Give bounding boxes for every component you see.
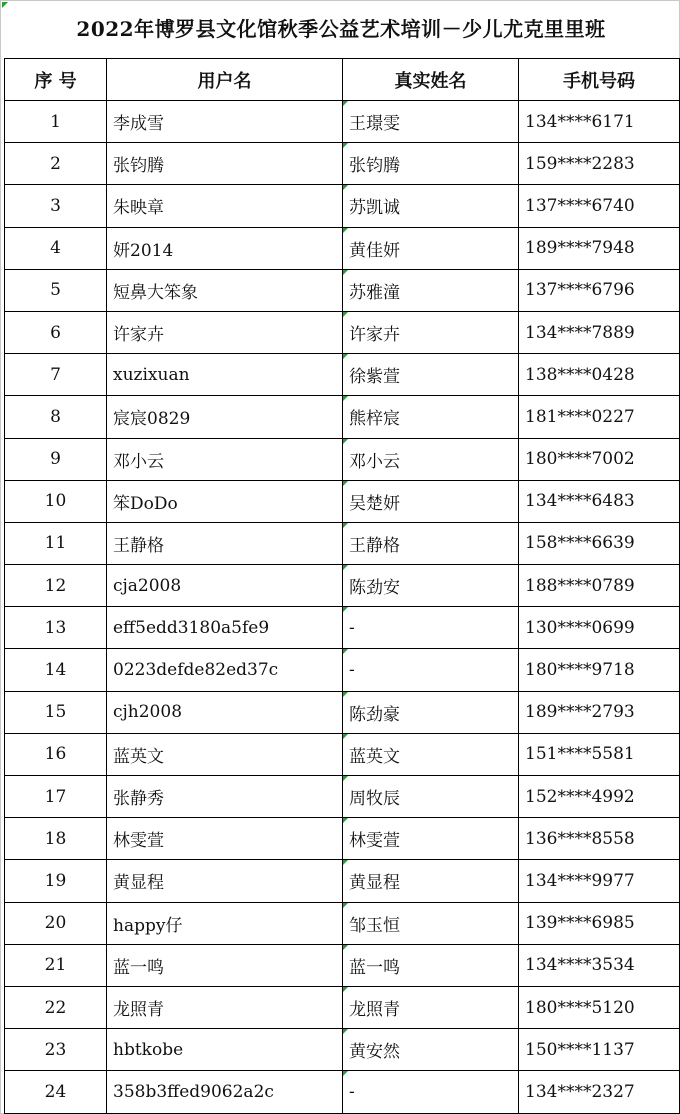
- cell-phone[interactable]: 138****0428: [519, 354, 680, 396]
- column-header-real-name: 真实姓名: [343, 59, 519, 101]
- cell-username[interactable]: 蓝英文: [107, 733, 343, 775]
- header-row: [5, 59, 680, 101]
- cell-phone[interactable]: 137****6740: [519, 185, 680, 227]
- cell-phone[interactable]: 134****7889: [519, 311, 680, 353]
- cell-real-name[interactable]: 黄显程: [343, 860, 519, 902]
- cell-username[interactable]: 朱映章: [107, 185, 343, 227]
- cell-seq[interactable]: 23: [5, 1029, 107, 1071]
- cell-username[interactable]: 妍2014: [107, 227, 343, 269]
- cell-real-name[interactable]: 许家卉: [343, 311, 519, 353]
- cell-seq[interactable]: 14: [5, 649, 107, 691]
- cell-username[interactable]: 张静秀: [107, 776, 343, 818]
- cell-seq[interactable]: 24: [5, 1071, 107, 1113]
- cell-username[interactable]: 黄显程: [107, 860, 343, 902]
- column-header-seq: 序 号: [5, 59, 107, 101]
- table-row: [5, 227, 680, 269]
- cell-real-name[interactable]: 熊梓宸: [343, 396, 519, 438]
- table-row: [5, 354, 680, 396]
- cell-username[interactable]: eff5edd3180a5fe9: [107, 607, 343, 649]
- cell-phone[interactable]: 180****5120: [519, 986, 680, 1028]
- cell-username[interactable]: 王静格: [107, 522, 343, 564]
- cell-seq[interactable]: 3: [5, 185, 107, 227]
- table-row: [5, 311, 680, 353]
- table-row: [5, 607, 680, 649]
- cell-seq[interactable]: 1: [5, 101, 107, 143]
- cell-real-name[interactable]: 蓝英文: [343, 733, 519, 775]
- cell-phone[interactable]: 188****0789: [519, 565, 680, 607]
- cell-real-name[interactable]: 黄佳妍: [343, 227, 519, 269]
- cell-real-name[interactable]: 徐紫萱: [343, 354, 519, 396]
- table-row: [5, 522, 680, 564]
- cell-seq[interactable]: 6: [5, 311, 107, 353]
- cell-real-name[interactable]: 龙照青: [343, 986, 519, 1028]
- cell-seq[interactable]: 7: [5, 354, 107, 396]
- cell-phone[interactable]: 134****3534: [519, 944, 680, 986]
- table-row: [5, 565, 680, 607]
- cell-seq[interactable]: 17: [5, 776, 107, 818]
- cell-real-name[interactable]: 林雯萱: [343, 818, 519, 860]
- cell-username[interactable]: happy仔: [107, 902, 343, 944]
- cell-seq[interactable]: 5: [5, 269, 107, 311]
- cell-username[interactable]: 笨DoDo: [107, 480, 343, 522]
- roster-table: [4, 58, 680, 1114]
- cell-username[interactable]: 0223defde82ed37c: [107, 649, 343, 691]
- cell-username[interactable]: 短鼻大笨象: [107, 269, 343, 311]
- cell-phone[interactable]: 158****6639: [519, 522, 680, 564]
- cell-seq[interactable]: 8: [5, 396, 107, 438]
- cell-username[interactable]: 宸宸0829: [107, 396, 343, 438]
- cell-seq[interactable]: 10: [5, 480, 107, 522]
- cell-username[interactable]: 林雯萱: [107, 818, 343, 860]
- cell-username[interactable]: 龙照青: [107, 986, 343, 1028]
- cell-phone[interactable]: 134****9977: [519, 860, 680, 902]
- table-row: [5, 1071, 680, 1113]
- sheet-title: 2022年博罗县文化馆秋季公益艺术培训－少儿尤克里里班: [76, 17, 606, 41]
- table-row: [5, 776, 680, 818]
- cell-phone[interactable]: 189****2793: [519, 691, 680, 733]
- table-row: [5, 101, 680, 143]
- cell-phone[interactable]: 151****5581: [519, 733, 680, 775]
- cell-username[interactable]: hbtkobe: [107, 1029, 343, 1071]
- cell-seq[interactable]: 15: [5, 691, 107, 733]
- cell-real-name[interactable]: 苏凯诚: [343, 185, 519, 227]
- cell-username[interactable]: 张钧腾: [107, 143, 343, 185]
- cell-username[interactable]: 李成雪: [107, 101, 343, 143]
- table-row: [5, 1029, 680, 1071]
- cell-real-name[interactable]: -: [343, 607, 519, 649]
- cell-real-name[interactable]: -: [343, 649, 519, 691]
- column-header-phone: 手机号码: [519, 59, 680, 101]
- cell-phone[interactable]: 134****6483: [519, 480, 680, 522]
- cell-real-name[interactable]: 邹玉恒: [343, 902, 519, 944]
- table-body: [5, 101, 680, 1114]
- cell-seq[interactable]: 16: [5, 733, 107, 775]
- cell-username[interactable]: cjh2008: [107, 691, 343, 733]
- cell-phone[interactable]: 181****0227: [519, 396, 680, 438]
- cell-username[interactable]: cja2008: [107, 565, 343, 607]
- cell-username[interactable]: 许家卉: [107, 311, 343, 353]
- cell-seq[interactable]: 12: [5, 565, 107, 607]
- table-row: [5, 733, 680, 775]
- cell-real-name[interactable]: 周牧辰: [343, 776, 519, 818]
- cell-phone[interactable]: 130****0699: [519, 607, 680, 649]
- cell-real-name[interactable]: 张钧腾: [343, 143, 519, 185]
- table-row: [5, 902, 680, 944]
- table-row: [5, 269, 680, 311]
- cell-seq[interactable]: 19: [5, 860, 107, 902]
- table-row: [5, 691, 680, 733]
- column-header-username: 用户名: [107, 59, 343, 101]
- cell-seq[interactable]: 13: [5, 607, 107, 649]
- cell-phone[interactable]: 152****4992: [519, 776, 680, 818]
- cell-real-name[interactable]: 王静格: [343, 522, 519, 564]
- table-row: [5, 986, 680, 1028]
- cell-username[interactable]: 358b3ffed9062a2c: [107, 1071, 343, 1113]
- cell-seq[interactable]: 2: [5, 143, 107, 185]
- cell-seq[interactable]: 9: [5, 438, 107, 480]
- table-row: [5, 649, 680, 691]
- cell-seq[interactable]: 22: [5, 986, 107, 1028]
- cell-real-name[interactable]: 陈劲豪: [343, 691, 519, 733]
- cell-real-name[interactable]: 邓小云: [343, 438, 519, 480]
- table-row: [5, 480, 680, 522]
- cell-phone[interactable]: 136****8558: [519, 818, 680, 860]
- table-row: [5, 818, 680, 860]
- cell-real-name[interactable]: 苏雅潼: [343, 269, 519, 311]
- cell-phone[interactable]: 137****6796: [519, 269, 680, 311]
- cell-phone[interactable]: 150****1137: [519, 1029, 680, 1071]
- cell-real-name[interactable]: 蓝一鸣: [343, 944, 519, 986]
- cell-username[interactable]: 邓小云: [107, 438, 343, 480]
- table-row: [5, 860, 680, 902]
- cell-real-name[interactable]: -: [343, 1071, 519, 1113]
- cell-phone[interactable]: 134****6171: [519, 101, 680, 143]
- cell-phone[interactable]: 159****2283: [519, 143, 680, 185]
- cell-phone[interactable]: 139****6985: [519, 902, 680, 944]
- cell-real-name[interactable]: 陈劲安: [343, 565, 519, 607]
- cell-phone[interactable]: 180****7002: [519, 438, 680, 480]
- table-row: [5, 396, 680, 438]
- cell-seq[interactable]: 21: [5, 944, 107, 986]
- cell-phone[interactable]: 134****2327: [519, 1071, 680, 1113]
- cell-seq[interactable]: 18: [5, 818, 107, 860]
- cell-real-name[interactable]: 王璟雯: [343, 101, 519, 143]
- cell-username[interactable]: 蓝一鸣: [107, 944, 343, 986]
- table-row: [5, 438, 680, 480]
- table-row: [5, 944, 680, 986]
- cell-seq[interactable]: 11: [5, 522, 107, 564]
- cell-phone[interactable]: 189****7948: [519, 227, 680, 269]
- table-row: [5, 143, 680, 185]
- cell-seq[interactable]: 20: [5, 902, 107, 944]
- cell-username[interactable]: xuzixuan: [107, 354, 343, 396]
- cell-real-name[interactable]: 吴楚妍: [343, 480, 519, 522]
- cell-seq[interactable]: 4: [5, 227, 107, 269]
- table-row: [5, 185, 680, 227]
- cell-phone[interactable]: 180****9718: [519, 649, 680, 691]
- cell-real-name[interactable]: 黄安然: [343, 1029, 519, 1071]
